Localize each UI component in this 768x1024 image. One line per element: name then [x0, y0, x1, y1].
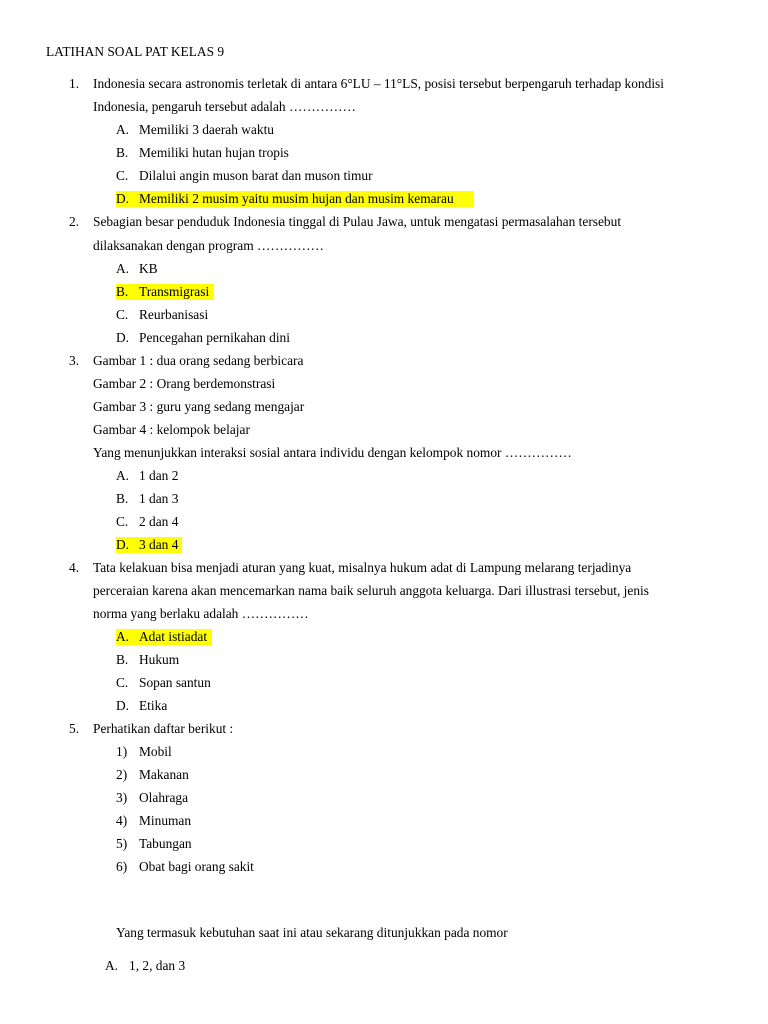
highlighted-answer	[116, 191, 474, 207]
question-text: perceraian karena akan mencemarkan nama baik seluruh anggota keluarga. Dari illustrasi tersebut, jenis	[93, 583, 649, 598]
option-text: 1 dan 2	[139, 468, 179, 483]
question-text: Perhatikan daftar berikut :	[93, 721, 234, 736]
list-number: 6)	[116, 859, 128, 874]
option-letter: A.	[105, 958, 119, 973]
question-number: 1.	[69, 76, 80, 91]
option-letter: D.	[116, 330, 130, 345]
question-text: dilaksanakan dengan program ……………	[93, 238, 324, 253]
option-text: Transmigrasi	[139, 284, 210, 299]
list-item: Obat bagi orang sakit	[139, 859, 254, 874]
option-letter: A.	[116, 629, 130, 644]
option-text: Etika	[139, 698, 168, 713]
option-letter: A.	[116, 261, 130, 276]
list-item: Tabungan	[139, 836, 192, 851]
option-letter: D.	[116, 537, 130, 552]
option-letter: B.	[116, 491, 129, 506]
list-number: 4)	[116, 813, 128, 828]
option-text: KB	[139, 261, 158, 276]
option-letter: C.	[116, 168, 129, 183]
list-number: 1)	[116, 744, 128, 759]
page-title: LATIHAN SOAL PAT KELAS 9	[46, 44, 225, 59]
highlighted-answer	[116, 284, 214, 300]
highlighted-answer	[116, 537, 182, 553]
question-text: Indonesia, pengaruh tersebut adalah ……………	[93, 99, 356, 114]
question-text: Indonesia secara astronomis terletak di antara 6°LU – 11°LS, posisi tersebut berpengaruh terhadap kondisi	[93, 76, 664, 91]
list-number: 5)	[116, 836, 128, 851]
question-number: 5.	[69, 721, 80, 736]
option-text: 3 dan 4	[139, 537, 179, 552]
option-letter: B.	[116, 145, 129, 160]
list-item: Mobil	[139, 744, 172, 759]
option-letter: D.	[116, 698, 130, 713]
option-text: Memiliki hutan hujan tropis	[139, 145, 289, 160]
question-text: Sebagian besar penduduk Indonesia tinggal di Pulau Jawa, untuk mengatasi permasalahan tersebut	[93, 214, 622, 229]
question-text: Yang menunjukkan interaksi sosial antara individu dengan kelompok nomor ……………	[93, 445, 572, 460]
option-text: Hukum	[139, 652, 180, 667]
question-text: Gambar 1 : dua orang sedang berbicara	[93, 353, 304, 368]
option-letter: D.	[116, 191, 130, 206]
option-text: 1 dan 3	[139, 491, 179, 506]
list-number: 3)	[116, 790, 128, 805]
list-item: Minuman	[139, 813, 192, 828]
question-number: 4.	[69, 560, 80, 575]
question-text: Gambar 4 : kelompok belajar	[93, 422, 250, 437]
option-text: Memiliki 2 musim yaitu musim hujan dan musim kemarau	[139, 191, 454, 206]
option-letter: C.	[116, 675, 129, 690]
question-number: 2.	[69, 214, 80, 229]
question-number: 3.	[69, 353, 80, 368]
option-letter: A.	[116, 468, 130, 483]
question-text: Tata kelakuan bisa menjadi aturan yang kuat, misalnya hukum adat di Lampung melarang terjadinya	[93, 560, 632, 575]
option-text: 2 dan 4	[139, 514, 179, 529]
highlighted-answer	[116, 629, 212, 645]
question-prompt: Yang termasuk kebutuhan saat ini atau sekarang ditunjukkan pada nomor	[116, 925, 508, 940]
question-text: Gambar 2 : Orang berdemonstrasi	[93, 376, 276, 391]
option-letter: A.	[116, 122, 130, 137]
list-item: Makanan	[139, 767, 189, 782]
option-text: Memiliki 3 daerah waktu	[139, 122, 274, 137]
list-number: 2)	[116, 767, 128, 782]
option-letter: B.	[116, 652, 129, 667]
option-text: Adat istiadat	[139, 629, 208, 644]
question-text: Gambar 3 : guru yang sedang mengajar	[93, 399, 305, 414]
option-text: Dilalui angin muson barat dan muson timur	[139, 168, 373, 183]
option-text: 1, 2, dan 3	[129, 958, 186, 973]
question-text: norma yang berlaku adalah ……………	[93, 606, 309, 621]
list-item: Olahraga	[139, 790, 189, 805]
option-text: Pencegahan pernikahan dini	[139, 330, 290, 345]
option-letter: B.	[116, 284, 129, 299]
option-text: Reurbanisasi	[139, 307, 209, 322]
option-letter: C.	[116, 307, 129, 322]
option-letter: C.	[116, 514, 129, 529]
option-text: Sopan santun	[139, 675, 211, 690]
